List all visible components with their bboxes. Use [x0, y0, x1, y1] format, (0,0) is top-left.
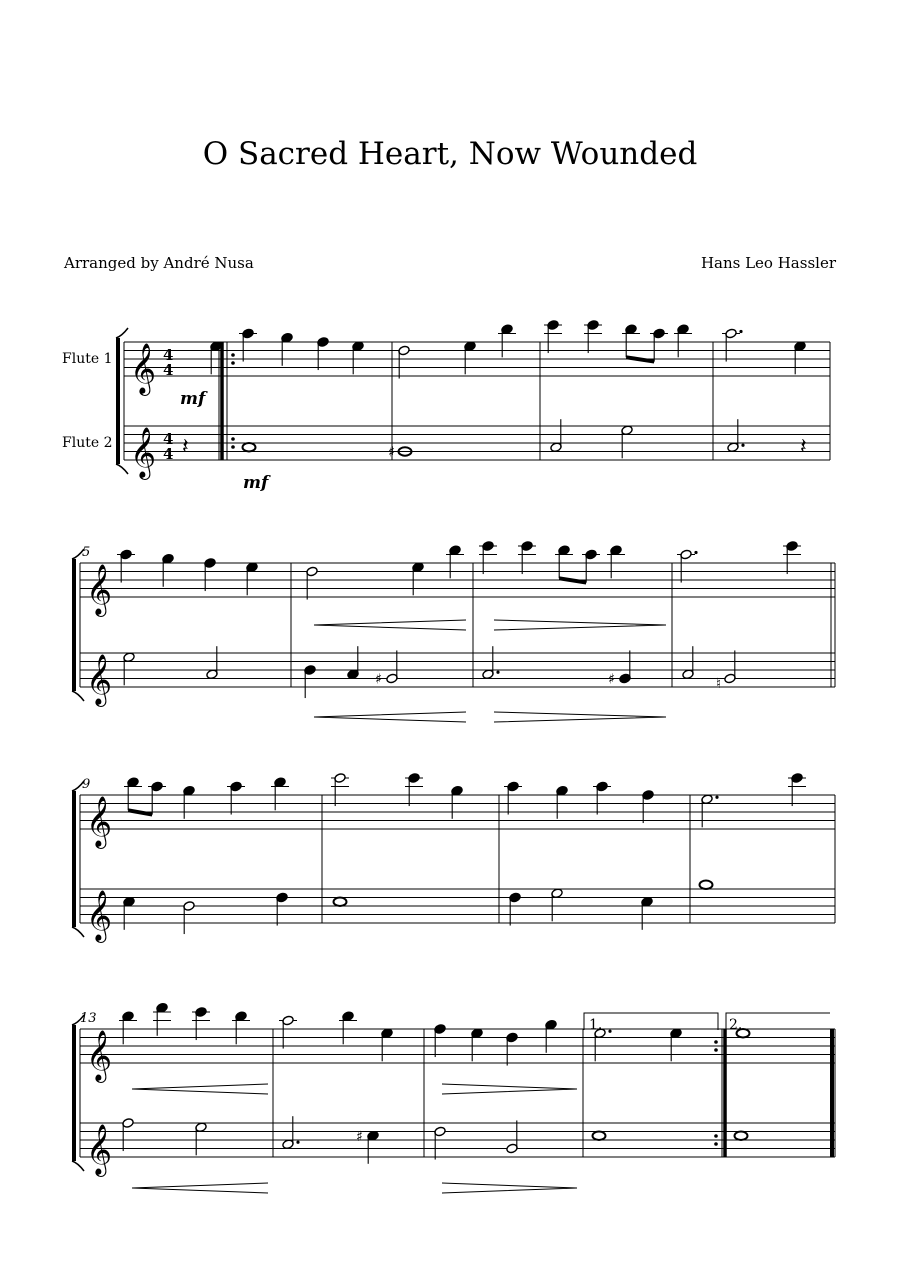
- composer-credit: Hans Leo Hassler: [700, 254, 836, 272]
- treble-clef-icon: 𝄞: [86, 796, 113, 847]
- bracket-hook: [72, 1161, 84, 1171]
- bracket-hook: [116, 328, 128, 338]
- sharp-icon: ♯: [608, 671, 615, 688]
- whole-note: [735, 1132, 748, 1140]
- sharp-icon: ♯: [375, 671, 382, 688]
- bracket-hook: [72, 927, 84, 937]
- crescendo-hairpin: [314, 712, 466, 722]
- repeat-dot: [231, 437, 235, 441]
- crescendo-hairpin: [132, 1084, 268, 1094]
- whole-note: [700, 881, 713, 889]
- instrument-label-flute-1: Flute 1: [62, 351, 113, 367]
- decrescendo-hairpin: [494, 620, 666, 630]
- augmentation-dot: [296, 1141, 299, 1144]
- treble-clef-icon: 𝄞: [130, 427, 157, 478]
- augmentation-dot: [715, 796, 718, 799]
- eighth-beam: [626, 357, 654, 361]
- decrescendo-hairpin: [494, 712, 666, 722]
- whole-note: [334, 898, 347, 906]
- repeat-dot: [714, 1040, 718, 1044]
- sharp-icon: ♯: [356, 1128, 363, 1145]
- treble-clef-icon: 𝄞: [86, 1030, 113, 1081]
- eighth-beam: [559, 578, 586, 582]
- bracket-hook: [72, 691, 84, 701]
- instrument-label-flute-2: Flute 2: [62, 435, 113, 451]
- repeat-dot: [714, 1142, 718, 1146]
- page-title: O Sacred Heart, Now Wounded: [202, 136, 698, 172]
- dynamic-flute-2: mf: [243, 473, 269, 493]
- measure-number-9: 9: [82, 777, 91, 792]
- decrescendo-hairpin: [442, 1183, 577, 1193]
- augmentation-dot: [694, 551, 697, 554]
- eighth-beam: [128, 810, 152, 814]
- dynamic-flute-1: mf: [180, 389, 206, 409]
- augmentation-dot: [741, 444, 744, 447]
- augmentation-dot: [608, 1030, 611, 1033]
- volta-2-label: 2.: [729, 1017, 743, 1033]
- treble-clef-icon: 𝄞: [86, 890, 113, 941]
- sharp-icon: ♯: [388, 444, 395, 461]
- quarter-rest-icon: 𝄽: [800, 434, 807, 460]
- volta-1-label: 1.: [589, 1017, 603, 1033]
- volta-1-bracket: [584, 1013, 718, 1030]
- repeat-dot: [714, 1134, 718, 1138]
- repeat-dot: [231, 353, 235, 357]
- treble-clef-icon: 𝄞: [130, 343, 157, 394]
- quarter-rest-icon: 𝄽: [182, 434, 189, 460]
- augmentation-dot: [496, 671, 499, 674]
- time-sig-top-2: 4: [163, 430, 174, 448]
- repeat-dot: [231, 361, 235, 365]
- time-sig-bottom-2: 4: [163, 445, 174, 463]
- repeat-dot: [714, 1048, 718, 1052]
- whole-note: [593, 1132, 606, 1140]
- time-sig-top-1: 4: [163, 346, 174, 364]
- crescendo-hairpin: [132, 1183, 268, 1193]
- treble-clef-icon: 𝄞: [86, 1124, 113, 1175]
- time-sig-bottom-1: 4: [163, 361, 174, 379]
- crescendo-hairpin: [314, 620, 466, 630]
- natural-icon: ♮: [716, 676, 722, 692]
- measure-number-13: 13: [80, 1011, 97, 1026]
- treble-clef-icon: 𝄞: [86, 654, 113, 705]
- measure-number-5: 5: [82, 545, 91, 560]
- augmentation-dot: [739, 330, 742, 333]
- arranger-credit: Arranged by André Nusa: [64, 254, 254, 272]
- treble-clef-icon: 𝄞: [86, 564, 113, 615]
- whole-note: [243, 443, 256, 451]
- decrescendo-hairpin: [442, 1084, 577, 1094]
- bracket-hook: [116, 464, 128, 474]
- repeat-dot: [231, 445, 235, 449]
